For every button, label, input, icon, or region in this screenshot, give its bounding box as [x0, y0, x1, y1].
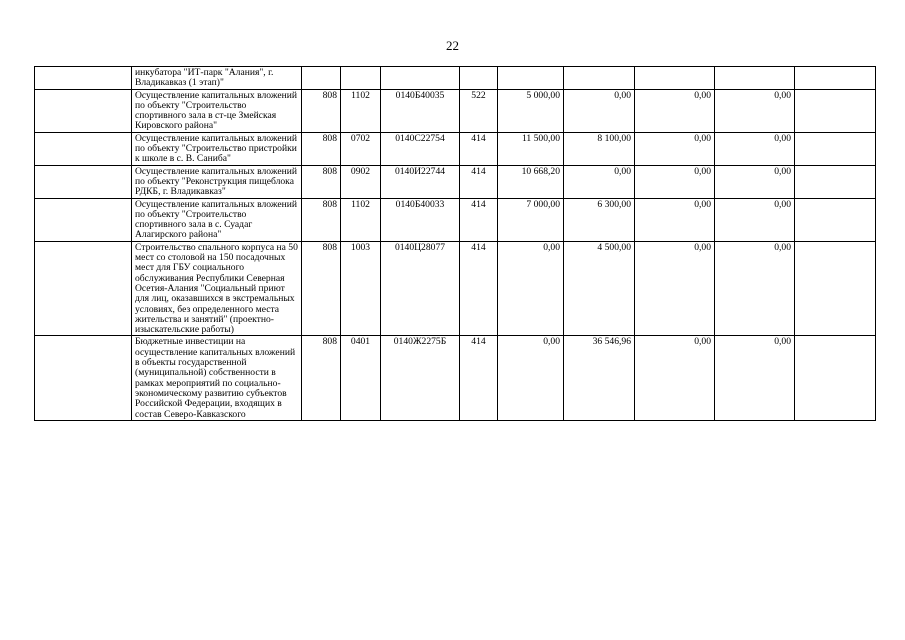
amount-3: 0,00 — [635, 198, 715, 241]
table-row — [35, 67, 876, 90]
section-code — [341, 67, 381, 90]
row-description: Бюджетные инвестиции на осуществление капитальных вложений в объекты государственной (муниципальной) собственности в рамках мероприятий по социально-экономическому развитию субъектов Российской Федерации, входящих в состав Северо-Кавказского — [132, 336, 302, 420]
empty-cell — [795, 241, 876, 336]
expense-type-code: 414 — [460, 165, 498, 198]
table-row — [35, 336, 876, 420]
empty-cell — [795, 67, 876, 90]
amount-1: 11 500,00 — [498, 132, 564, 165]
target-article-code: 0140С22754 — [381, 132, 460, 165]
amount-1 — [498, 67, 564, 90]
amount-2: 0,00 — [564, 89, 635, 132]
ministry-code: 808 — [302, 165, 341, 198]
ministry-code — [302, 67, 341, 90]
target-article-code: 0140Б40035 — [381, 89, 460, 132]
table-row — [35, 165, 876, 198]
target-article-code: 0140И22744 — [381, 165, 460, 198]
target-article-code: 0140Ц28077 — [381, 241, 460, 336]
amount-4: 0,00 — [715, 198, 795, 241]
target-article-code — [381, 67, 460, 90]
expense-type-code: 522 — [460, 89, 498, 132]
empty-cell — [795, 89, 876, 132]
amount-4 — [715, 67, 795, 90]
row-description: Строительство спального корпуса на 50 мест со столовой на 150 посадочных мест для ГБУ социального обслуживания Республики Северная Осетия-Алания "Социальный приют для лиц, оказавшихся в экстремальных условиях, без определенного места жительства и занятий" (проектно-изыскательские работы) — [132, 241, 302, 336]
table-row — [35, 89, 876, 132]
amount-4: 0,00 — [715, 89, 795, 132]
amount-4: 0,00 — [715, 132, 795, 165]
expense-type-code: 414 — [460, 132, 498, 165]
amount-3 — [635, 67, 715, 90]
amount-2: 0,00 — [564, 165, 635, 198]
section-code: 0702 — [341, 132, 381, 165]
amount-3: 0,00 — [635, 132, 715, 165]
empty-cell — [795, 165, 876, 198]
amount-3: 0,00 — [635, 241, 715, 336]
row-description: Осуществление капитальных вложений по объекту "Строительство пристройки к школе в с. В. Саниба" — [132, 132, 302, 165]
amount-1: 5 000,00 — [498, 89, 564, 132]
expense-type-code — [460, 67, 498, 90]
ministry-code: 808 — [302, 132, 341, 165]
row-description: Осуществление капитальных вложений по объекту "Строительство спортивного зала в с. Суадаг Алагирского района" — [132, 198, 302, 241]
target-article-code: 0140Б40033 — [381, 198, 460, 241]
section-code: 1102 — [341, 198, 381, 241]
amount-4: 0,00 — [715, 165, 795, 198]
empty-cell — [35, 132, 132, 165]
amount-3: 0,00 — [635, 336, 715, 420]
empty-cell — [35, 89, 132, 132]
table-row — [35, 198, 876, 241]
amount-2: 8 100,00 — [564, 132, 635, 165]
row-description: Осуществление капитальных вложений по объекту "Реконструкция пищеблока РДКБ, г. Владикавказ" — [132, 165, 302, 198]
expense-type-code: 414 — [460, 198, 498, 241]
table-row — [35, 241, 876, 336]
section-code: 1003 — [341, 241, 381, 336]
section-code: 0902 — [341, 165, 381, 198]
budget-table — [34, 66, 876, 421]
amount-2: 4 500,00 — [564, 241, 635, 336]
empty-cell — [35, 198, 132, 241]
amount-1: 0,00 — [498, 336, 564, 420]
amount-1: 0,00 — [498, 241, 564, 336]
empty-cell — [35, 67, 132, 90]
amount-4: 0,00 — [715, 336, 795, 420]
target-article-code: 0140Ж2275Б — [381, 336, 460, 420]
ministry-code: 808 — [302, 89, 341, 132]
amount-2 — [564, 67, 635, 90]
expense-type-code: 414 — [460, 336, 498, 420]
expense-type-code: 414 — [460, 241, 498, 336]
amount-1: 7 000,00 — [498, 198, 564, 241]
empty-cell — [35, 336, 132, 420]
section-code: 1102 — [341, 89, 381, 132]
amount-3: 0,00 — [635, 89, 715, 132]
empty-cell — [795, 198, 876, 241]
amount-4: 0,00 — [715, 241, 795, 336]
row-description: инкубатора "ИТ-парк "Алания", г. Владикавказ (1 этап)" — [132, 67, 302, 90]
amount-3: 0,00 — [635, 165, 715, 198]
section-code: 0401 — [341, 336, 381, 420]
row-description: Осуществление капитальных вложений по объекту "Строительство спортивного зала в ст-це Змейская Кировского района" — [132, 89, 302, 132]
empty-cell — [795, 336, 876, 420]
page-number: 22 — [446, 38, 459, 53]
ministry-code: 808 — [302, 241, 341, 336]
amount-1: 10 668,20 — [498, 165, 564, 198]
empty-cell — [795, 132, 876, 165]
empty-cell — [35, 165, 132, 198]
amount-2: 6 300,00 — [564, 198, 635, 241]
amount-2: 36 546,96 — [564, 336, 635, 420]
empty-cell — [35, 241, 132, 336]
ministry-code: 808 — [302, 198, 341, 241]
ministry-code: 808 — [302, 336, 341, 420]
table-row — [35, 132, 876, 165]
